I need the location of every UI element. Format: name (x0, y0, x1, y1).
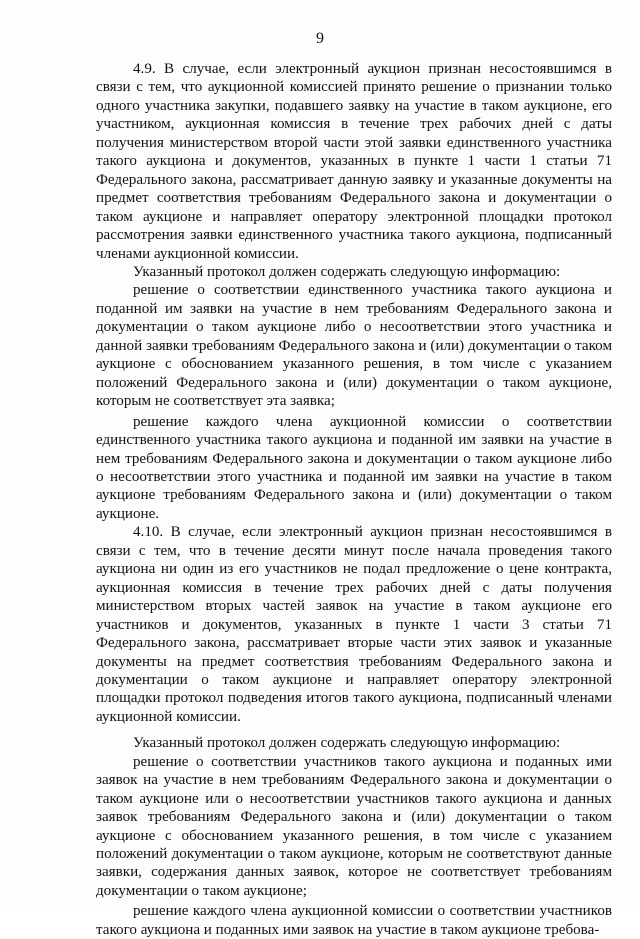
document-body (96, 60, 612, 939)
paragraph-decision-single-participant: решение о соответствии единственного участника такого аукциона и поданной им заявки на участие в нем требованиям Федерального закона и документации о таком аукционе либо о несоответствии этого участника и данной заявки требованиям Федерального закона и (или) документации о таком аукционе с обоснованием указанного решения, в том числе с указанием положений Федерального закона и (или) документации о таком аукционе, которым не соответствует эта заявка; (96, 282, 612, 410)
page-number: 9 (316, 30, 324, 47)
paragraph-4-10: 4.10. В случае, если электронный аукцион признан несостоявшимся в связи с тем, что в течение десяти минут после начала проведения такого аукциона ни один из его участников не подал предложение о цене контракта, аукционная комиссия в течение трех рабочих дней с даты получения министерством вторых частей заявок на участие в таком аукционе его участников и документов, указанных в пункте 1 части 3 статьи 71 Федерального закона, рассматривает вторые части этих заявок и указанные документы на предмет соответствия требованиям Федерального закона и документации о таком аукционе и направляет оператору электронной площадки протокол подведения итогов такого аукциона, подписанный членами аукционной комиссии. (96, 524, 612, 725)
paragraph-decision-participants: решение о соответствии участников такого аукциона и поданных ими заявок на участие в нем требованиям Федерального закона и документации о таком аукционе или о несоответствии участников такого аукциона и данных заявок требованиям Федерального закона и (или) документации о таком аукционе с обоснованием указанного решения, в том числе с указанием положений документации о таком аукционе, которым не соответствуют данные заявки, содержания данных заявок, которое не соответствует требованиям документации о таком аукционе; (96, 753, 612, 899)
paragraph-protocol-info-intro: Указанный протокол должен содержать следующую информацию: (133, 263, 561, 280)
paragraph-protocol-info-intro-2: Указанный протокол должен содержать следующую информацию: (133, 735, 561, 752)
paragraph-member-decision-participants: решение каждого члена аукционной комиссии о соответствии участников такого аукциона и поданных ими заявок на участие в таком аукционе требова- (96, 903, 612, 938)
paragraph-member-decision-single: решение каждого члена аукционной комиссии о соответствии единственного участника такого аукциона и поданной им заявки на участие в нем требованиям Федерального закона и документации о таком аукционе либо о несоответствии этого участника и поданной им заявки на участие в таком аукционе требованиям Федерального закона и (или) документации о таком аукционе. (96, 413, 612, 522)
paragraph-4-9: 4.9. В случае, если электронный аукцион признан несостоявшимся в связи с тем, что аукционной комиссией принято решение о признании только одного участника закупки, подавшего заявку на участие в таком аукционе, его участником, аукционная комиссия в течение трех рабочих дней с даты получения министерством второй части этой заявки единственного участника такого аукциона и документов, указанных в пункте 1 части 1 статьи 71 Федерального закона, рассматривает данную заявку и указанные документы на предмет соответствия требованиям Федерального закона и документации о таком аукционе и направляет оператору электронной площадки протокол рассмотрения заявки единственного участника такого аукциона, подписанный членами аукционной комиссии. (96, 61, 612, 262)
